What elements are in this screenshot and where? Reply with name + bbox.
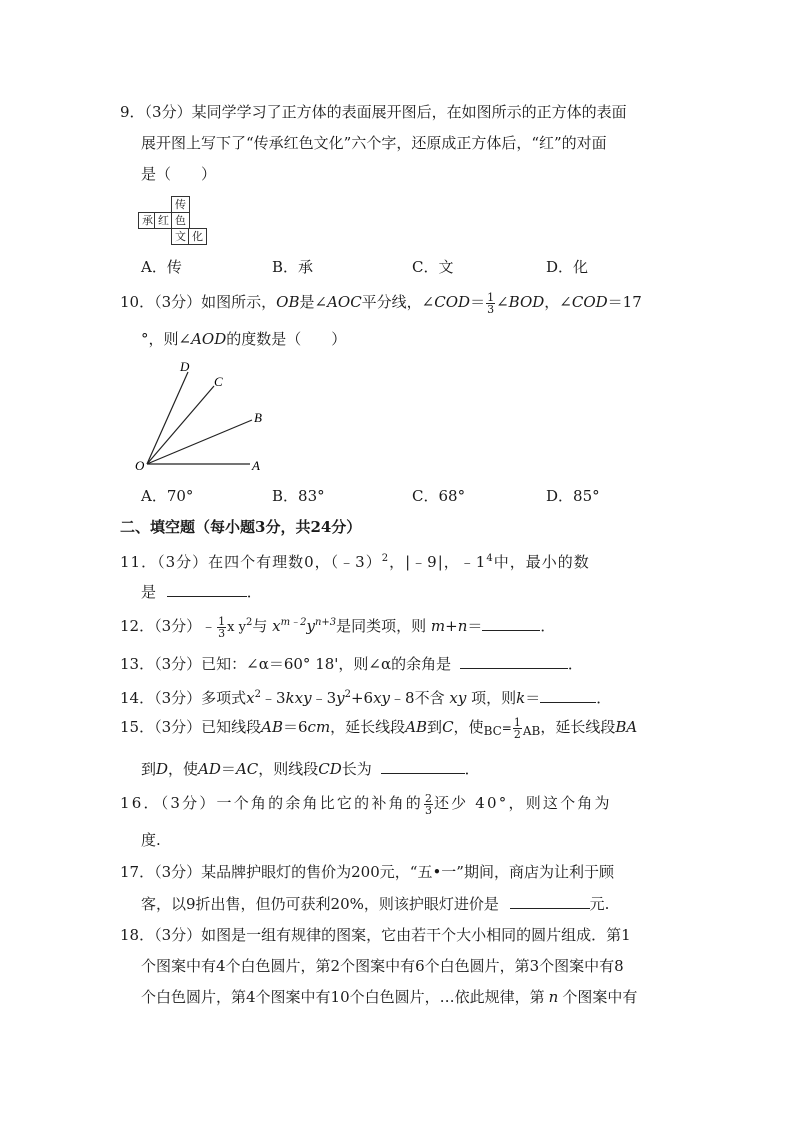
q11-text: ，|﹣9|，﹣1 bbox=[389, 553, 487, 571]
q15-d: D bbox=[156, 760, 169, 778]
net-cell-hong: 红 bbox=[154, 212, 173, 229]
q12-frac-den: 3 bbox=[218, 626, 226, 640]
q12-number: 12． bbox=[120, 617, 155, 635]
q15-text: 到 bbox=[427, 718, 443, 736]
q15-frac-num: 1 bbox=[513, 715, 521, 729]
ray-ob bbox=[147, 420, 252, 464]
q15-text: ，使 bbox=[168, 760, 199, 778]
q10-frac-den: 3 bbox=[487, 302, 495, 316]
q15-text: ＝6 bbox=[283, 718, 308, 736]
q16-number: 16． bbox=[120, 794, 161, 812]
q17-text: 元. bbox=[589, 895, 610, 913]
q11-text: 是 bbox=[141, 583, 157, 601]
q16-text: 还少 40°，则这个角为 bbox=[433, 794, 612, 812]
q17-number: 17． bbox=[120, 863, 155, 881]
label-b: B bbox=[254, 410, 262, 425]
q9-number: 9． bbox=[120, 103, 145, 121]
q12-text: ． bbox=[540, 617, 556, 635]
q18-n: n bbox=[548, 988, 559, 1006]
q11-number: 11． bbox=[120, 553, 158, 571]
q15-ab: AB bbox=[522, 724, 541, 738]
q15-text: ，延长线段 bbox=[540, 718, 616, 736]
q10-aoc: AOC bbox=[327, 293, 362, 311]
q15-ba: BA bbox=[615, 718, 638, 736]
q14-text: ﹣3 bbox=[260, 689, 286, 707]
q18-text: （3分）如图是一组有规律的图案，它由若干个大小相同的圆片组成．第1 bbox=[154, 926, 631, 944]
q15-text: ． bbox=[464, 760, 480, 778]
label-o: O bbox=[135, 458, 145, 473]
q12-text: ＝ bbox=[467, 617, 483, 635]
angle-figure bbox=[132, 358, 272, 478]
q10-frac-num: 1 bbox=[487, 290, 495, 304]
q9-line1 bbox=[120, 101, 627, 123]
q13-text: （3分）已知：∠α＝60° 18'，则∠α的余角是 bbox=[154, 655, 452, 673]
q17-text: （3分）某品牌护眼灯的售价为200元，“五•一”期间，商店为让利于顾 bbox=[154, 863, 614, 881]
q10-text: 平分线，∠ bbox=[361, 293, 435, 311]
q16-fraction bbox=[424, 793, 433, 816]
q10-text: 的度数是（ ） bbox=[226, 330, 347, 348]
q12-fraction bbox=[217, 616, 226, 639]
q10-cod: COD bbox=[571, 293, 608, 311]
q15-eq: = bbox=[501, 721, 512, 735]
q9-line2: 展开图上写下了“传承红色文化”六个字，还原成正方体后，“红”的对面 bbox=[141, 134, 607, 152]
q11-text: （3分）在四个有理数0，（﹣3） bbox=[157, 553, 382, 571]
q17-line1 bbox=[120, 861, 614, 883]
q14-text: 项，则 bbox=[471, 689, 517, 707]
label-a: A bbox=[252, 458, 260, 473]
q10-number: 10． bbox=[120, 293, 155, 311]
q15-text: ，则线段 bbox=[258, 760, 319, 778]
q10-line2 bbox=[141, 328, 346, 350]
q15-ac: AC bbox=[235, 760, 259, 778]
q9-score: （3分） bbox=[144, 103, 192, 121]
q14-xy: xy bbox=[449, 689, 467, 707]
q15-answer-blank[interactable] bbox=[381, 757, 465, 774]
q14-answer-blank[interactable] bbox=[540, 686, 596, 703]
ray-od bbox=[147, 372, 188, 464]
q16-line2: 度. bbox=[141, 831, 161, 849]
q14-k: k bbox=[516, 689, 526, 707]
q15-line1 bbox=[120, 716, 637, 742]
q10-aod: AOD bbox=[191, 330, 227, 348]
q15-text: （3分）已知线段 bbox=[154, 718, 262, 736]
q11-sup: 2 bbox=[381, 553, 390, 564]
q10-option-d[interactable]: D．85° bbox=[546, 487, 600, 505]
q15-text: ，使 bbox=[453, 718, 484, 736]
q14-sup: 2 bbox=[254, 689, 261, 700]
q16-text: （3分）一个角的余角比它的补角的 bbox=[160, 794, 423, 812]
q10-text: ∠ bbox=[496, 293, 509, 311]
q14-xy: xy bbox=[373, 689, 391, 707]
q12-x: x bbox=[272, 617, 281, 635]
q10-text: ＝ bbox=[470, 293, 486, 311]
q11-line1 bbox=[120, 548, 590, 573]
q10-text: ，∠ bbox=[544, 293, 572, 311]
q12-frac-num: 1 bbox=[218, 614, 226, 628]
q16-frac-num: 2 bbox=[424, 791, 432, 805]
q11-text: 中，最小的数 bbox=[493, 553, 590, 571]
q16-frac-den: 3 bbox=[424, 803, 432, 817]
q14-number: 14． bbox=[120, 689, 155, 707]
q18-text: 个白色圆片，第4个图案中有10个白色圆片，…依此规律，第 bbox=[141, 988, 545, 1006]
q15-text: 长为 bbox=[341, 760, 372, 778]
q9-option-c[interactable]: C．文 bbox=[412, 258, 454, 276]
q12-line bbox=[120, 612, 555, 639]
q10-fraction bbox=[486, 292, 495, 315]
q18-line1 bbox=[120, 924, 631, 946]
q13-answer-blank[interactable] bbox=[460, 652, 568, 669]
q10-line1 bbox=[120, 291, 642, 315]
q17-text: 客，以9折出售，但仍可获利20%，则该护眼灯进价是 bbox=[141, 895, 499, 913]
q12-answer-blank[interactable] bbox=[482, 614, 540, 631]
q14-text: ﹣8不含 bbox=[390, 689, 445, 707]
q15-number: 15． bbox=[120, 718, 155, 736]
q11-text: ． bbox=[246, 583, 262, 601]
q9-option-b[interactable]: B．承 bbox=[272, 258, 314, 276]
label-c: C bbox=[214, 374, 223, 389]
q14-y: y bbox=[336, 689, 345, 707]
q12-text: 是同类项，则 bbox=[336, 617, 427, 635]
q14-text: （3分）多项式 bbox=[154, 689, 247, 707]
q18-line3 bbox=[141, 986, 637, 1008]
q15-fraction bbox=[513, 717, 522, 740]
q10-cod: COD bbox=[434, 293, 471, 311]
q12-xy: x y bbox=[227, 620, 246, 635]
q12-y: y bbox=[306, 617, 315, 635]
q15-bc: BC bbox=[483, 724, 502, 738]
q15-text: ，延长线段 bbox=[330, 718, 406, 736]
cube-net-figure bbox=[138, 196, 208, 248]
q15-ad: AD bbox=[198, 760, 221, 778]
q15-cd: CD bbox=[318, 760, 342, 778]
q12-mn: m+n bbox=[430, 617, 468, 635]
q15-ab: AB bbox=[261, 718, 283, 736]
ray-oc bbox=[147, 386, 214, 464]
net-cell-hua: 化 bbox=[188, 228, 207, 245]
q14-text: ﹣3 bbox=[311, 689, 337, 707]
q11-line2 bbox=[141, 580, 262, 603]
q12-sup: 2 bbox=[245, 617, 253, 628]
q18-text: 个图案中有 bbox=[562, 988, 638, 1006]
q14-kxy: kxy bbox=[285, 689, 312, 707]
q14-sup: 2 bbox=[344, 689, 351, 700]
q12-text: （3分）﹣ bbox=[154, 617, 217, 635]
q10-score: （3分） bbox=[154, 293, 202, 311]
q15-line2 bbox=[141, 757, 480, 780]
q10-ob: OB bbox=[276, 293, 300, 311]
q14-text: ． bbox=[596, 689, 612, 707]
q9-option-d[interactable]: D．化 bbox=[546, 258, 589, 276]
net-cell-se: 色 bbox=[171, 212, 190, 229]
q15-frac-den: 2 bbox=[513, 727, 521, 741]
net-cell-wen: 文 bbox=[171, 228, 190, 245]
q10-option-a[interactable]: A．70° bbox=[141, 487, 194, 505]
net-cell-cheng: 承 bbox=[138, 212, 157, 229]
q9-line3: 是（ ） bbox=[141, 165, 217, 183]
q9-option-a[interactable]: A．传 bbox=[141, 258, 182, 276]
q10-option-c[interactable]: C．68° bbox=[412, 487, 466, 505]
q15-ab: AB bbox=[405, 718, 428, 736]
q13-line bbox=[120, 652, 583, 675]
q11-sup: 4 bbox=[486, 553, 494, 564]
q10-text: ＝17 bbox=[607, 293, 642, 311]
q12-text: 与 bbox=[252, 617, 268, 635]
q15-c: C bbox=[442, 718, 454, 736]
q10-bod: BOD bbox=[508, 293, 545, 311]
q17-line2 bbox=[141, 892, 609, 915]
net-cell-chuan: 传 bbox=[171, 196, 190, 213]
q10-text: °，则∠ bbox=[141, 330, 192, 348]
q10-option-b[interactable]: B．83° bbox=[272, 487, 325, 505]
q10-text: 如图所示， bbox=[201, 293, 277, 311]
q12-sup: m﹣2 bbox=[280, 617, 307, 628]
label-d: D bbox=[180, 359, 190, 374]
q15-text: 到 bbox=[141, 760, 157, 778]
q18-number: 18． bbox=[120, 926, 155, 944]
q9-text-1: 某同学学习了正方体的表面展开图后，在如图所示的正方体的表面 bbox=[191, 103, 627, 121]
q15-text: ＝ bbox=[220, 760, 236, 778]
q13-text: ． bbox=[567, 655, 583, 673]
q16-line1 bbox=[120, 792, 612, 816]
q14-line bbox=[120, 684, 611, 709]
q10-text: 是∠ bbox=[299, 293, 328, 311]
q15-cm: cm bbox=[307, 718, 331, 736]
q11-answer-blank[interactable] bbox=[167, 580, 247, 597]
q12-sup: n+3 bbox=[314, 617, 337, 628]
section-2-title: 二、填空题（每小题3分，共24分） bbox=[120, 518, 362, 536]
q18-line2: 个图案中有4个白色圆片，第2个图案中有6个白色圆片，第3个图案中有8 bbox=[141, 957, 624, 975]
q17-answer-blank[interactable] bbox=[510, 892, 590, 909]
q14-text: +6 bbox=[350, 689, 374, 707]
q13-number: 13． bbox=[120, 655, 155, 673]
q14-text: ＝ bbox=[525, 689, 541, 707]
q14-x: x bbox=[246, 689, 255, 707]
